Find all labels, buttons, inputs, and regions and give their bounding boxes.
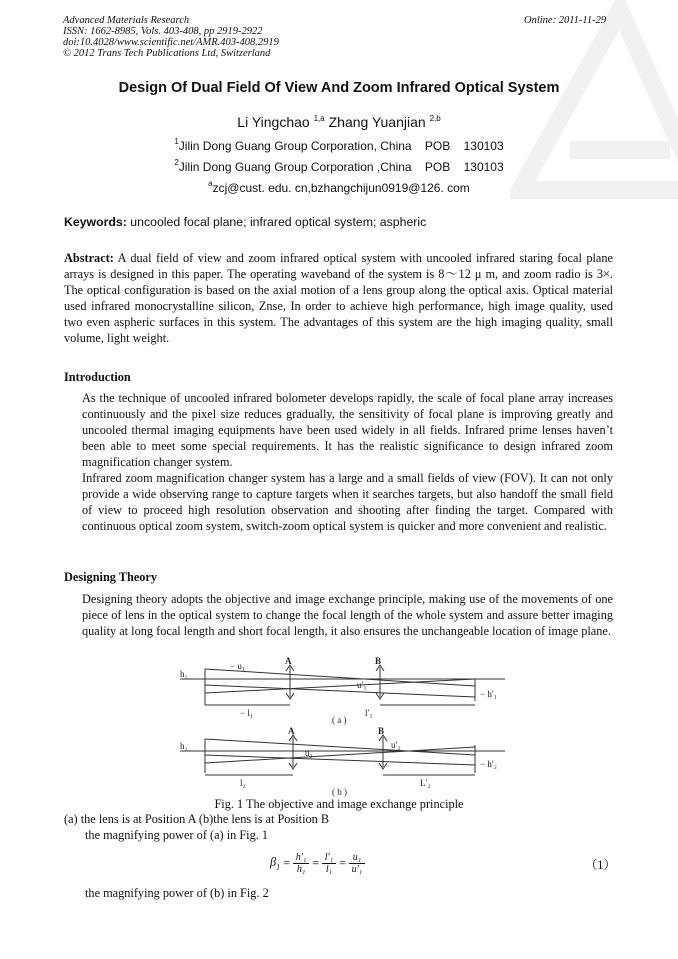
keywords [64,215,426,229]
affiliation-1-sup: 1 [174,137,179,146]
fraction-l: l′₁ l₁ [322,852,336,875]
email-sup: a [208,179,213,188]
fig-a-l-right: l′₁ [365,708,373,718]
author-2: Zhang Yuanjian [328,114,426,130]
fig-a-lens-b: B [375,656,382,666]
equals-2: = [312,855,319,870]
author-2-sup: 2,b [429,114,441,123]
introduction-body [64,390,613,534]
magnifying-power-b: the magnifying power of (b) in Fig. 2 [85,886,269,900]
fig-a-lens-a: A [285,656,292,666]
fig-a-u-right: u′₁ [357,680,367,690]
fig-b-u-right: u′₂ [391,740,401,750]
email-text[interactable]: zcj@cust. edu. cn,bzhangchijun0919@126. com [212,181,470,195]
ray-b-3 [205,747,475,763]
ray-a-1 [205,669,475,686]
fig-b-l-left: l₂ [240,778,246,788]
equation-number: （1） [585,858,616,872]
affiliation-1 [0,139,678,153]
fig-a-sublabel: ( a ) [332,715,347,725]
fig-b-u-left: u₂ [305,748,313,758]
introduction-paragraph-1: As the technique of uncooled infrared bolometer develops rapidly, the scale of focal plane array increases continuously and the pixel size reduces gradually, the sensitivity of focal plane is improving greatly and uncooled thermal imaging equipments have been used widely in all fields. Infrared prime lenses haven’t been able to meet some special requirements. It has the realistic significance to design infrared zoom magnification changer system. [82,391,613,469]
copyright-line: © 2012 Trans Tech Publications Ltd, Switzerland [63,48,271,59]
equals-1: = [283,855,291,870]
keywords-text: uncooled focal plane; infrared optical system; aspheric [130,215,427,229]
introduction-paragraph-2: Infrared zoom magnification changer system has a large and a small fields of view (FOV). It can not only provide a wide observing range to capture targets when it searches targets, but also handoff the small field of view to proceed high resolution observation and shooting after finding the target. Compared with continuous optical zoom system, switch-zoom optical system is quicker and more convenient and realistic. [82,471,613,533]
ray-b-2 [205,755,475,765]
abstract-text: A dual field of view and zoom infrared optical system with uncooled infrared staring focal plane arrays is designed in this paper. The operating waveband of the system is 8～12 μ m, and zoom radio is 3×. The optical configuration is based on the axial motion of a lens group along the optical axis. Optical material used infrared monocrystalline silicon, Znse, In order to achieve high performance, high image quality, used two even aspheric surfaces in this system. The advantages of this system are the high imaging quality, small volume, light weight. [64,251,613,345]
paper-title: Design Of Dual Field Of View And Zoom Infrared Optical System [118,80,560,96]
figure-1-diagram [175,655,510,797]
fig-b-lens-b: B [378,726,385,736]
fig-b-h-left: h₂ [180,741,188,751]
fig-b-h-right: − h′₂ [480,759,497,769]
designing-theory-paragraph-1: Designing theory adopts the objective and image exchange principle, making use of the movements of one piece of lens in the optical system to change the focal length of the whole system and assure better imaging quality at long focal length and short focal length, it also ensures the unchangeable location of image plane. [82,592,613,638]
abstract [64,250,613,346]
designing-theory-heading: Designing Theory [64,570,158,584]
designing-theory-body [64,591,613,639]
equation-beta: $\beta_1$ [270,854,281,872]
fraction-u: u₁ u′₁ [349,852,365,875]
affiliation-2-text: Jilin Dong Guang Group Corporation ,China POB 130103 [178,160,504,174]
fig-a-h-right: − h′₁ [480,689,497,699]
authors-line [0,114,678,130]
fig-b-l-right: L′₂ [420,778,431,788]
keywords-label: Keywords: [64,215,127,229]
fig-b-lens-a: A [288,726,295,736]
abstract-label: Abstract: [64,251,114,265]
affiliation-1-text: Jilin Dong Guang Group Corporation, China POB 130103 [178,139,504,153]
author-1-sup: 1,a [313,114,325,123]
fig-a-l-left: − l₁ [240,708,253,718]
email-line [0,181,678,195]
equals-3: = [339,855,346,870]
equation-1 [270,843,365,883]
author-1: Li Yingchao [237,114,310,130]
online-date: Online: 2011-11-29 [524,15,607,26]
doi-line[interactable]: doi:10.4028/www.scientific.net/AMR.403-408.2919 [63,37,279,48]
fig-a-u-left: − u₁ [230,661,245,671]
ray-b-1 [205,739,475,755]
introduction-heading: Introduction [64,370,131,384]
fraction-h: h′₁ h₁ [293,852,309,875]
affiliation-2-sup: 2 [174,158,179,167]
figure-caption: Fig. 1 The objective and image exchange principle [214,797,464,811]
magnifying-power-a: the magnifying power of (a) in Fig. 1 [85,828,269,842]
fig-b-sublabel: ( b ) [332,787,347,797]
issn-line: ISSN: 1662-8985, Vols. 403-408, pp 2919-2922 [63,26,263,37]
affiliation-2 [0,160,678,174]
figure-sub-caption: (a) the lens is at Position A (b)the lens is at Position B [64,812,330,826]
fig-a-h-left: h₁ [180,669,188,679]
journal-name: Advanced Materials Research [63,15,190,26]
